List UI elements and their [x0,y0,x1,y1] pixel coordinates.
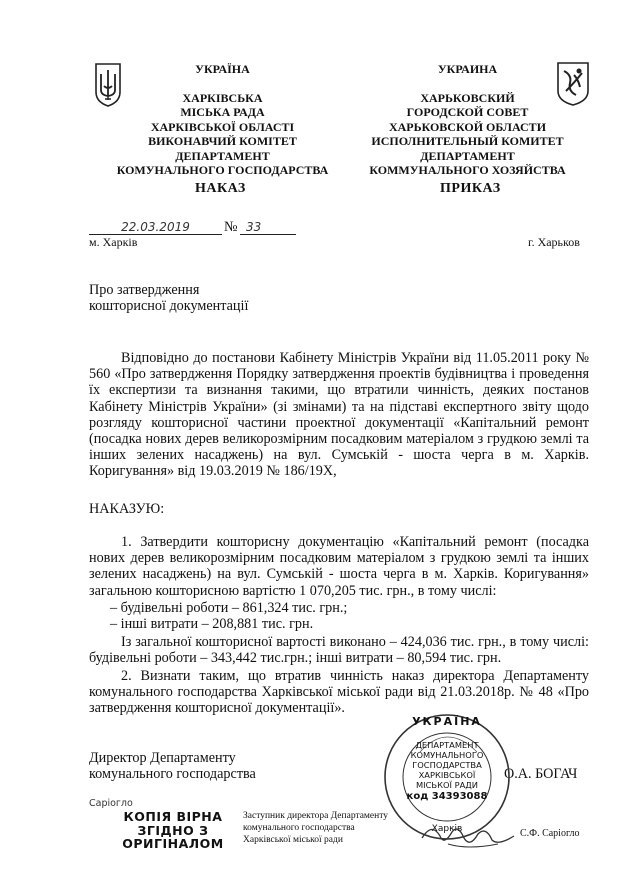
stamp-line: ХАРКІВСЬКОЇ [418,770,476,780]
header-line: ХАРКІВСЬКОЇ ОБЛАСТІ [150,119,295,134]
header-line: ХАРЬКОВСКИЙ [420,90,515,105]
preamble: Відповідно до постанови Кабінету Міністрів України від 11.05.2011 року № 560 «Про затвердження Порядку затвердження проектів будівництва і проведення їх експертизи та визнання такими, що втратили чинність, деяких постанов Кабінету Міністрів України» (зі змінами) та на підставі експертного звіту щодо розгляду кошторисної частини проектної документації «Капітальний ремонт (посадка нових дерев великорозмірним посадковим матеріалом з грудкою землі та інших зелених насаджень) на вул. Сумській - шоста черга в м. Харків. Коригування» від 19.03.2019 № 186/19Х, [89,350,589,480]
header-line: ДЕПАРТАМЕНТ [420,148,515,163]
header-line: ВИКОНАВЧИЙ КОМІТЕТ [148,134,297,148]
order-number-label: № [224,219,238,235]
signatory-position [89,750,256,782]
header-line: МІСЬКА РАДА [180,105,265,119]
item-1-bullets [110,600,347,632]
stamp-top-text: УКРАЇНА [412,715,482,728]
copy-stamp-line: ЗГІДНО З [137,822,209,838]
copy-stamp-signer: Саріогло [89,798,133,809]
country-name-ru: УКРАИНА [437,62,498,76]
item-1-executed: Із загальної кошторисної вартості виконано – 424,036 тис. грн., в тому числі: будівельні роботи – 343,442 тис.грн.; інші витрати – 80,594 тис. грн. [89,634,589,667]
order-subject [89,282,248,314]
order-title-ru: ПРИКАЗ [440,181,501,196]
certification-block [243,810,388,846]
subject-line: кошторисної документації [89,298,249,315]
certifier-name: С.Ф. Саріогло [520,828,580,839]
certification-line: комунального господарства [243,823,355,833]
stamp-code: код 34393088 [406,791,488,802]
position-line: комунального господарства [89,766,256,783]
signatory-name: О.А. БОГАЧ [504,766,578,782]
header-right [345,62,590,178]
stamp-bottom-text: Харків [431,824,463,834]
order-date: 22.03.2019 [89,220,222,235]
handwritten-signature [418,818,518,854]
stamp-line: ГОСПОДАРСТВА [412,760,482,770]
order-item-1: 1. Затвердити кошторисну документацію «Капітальний ремонт (посадка нових дерев великорозмірним посадковим матеріалом з грудкою землі та інших зелених насаджень) на вул. Сумській - шоста черга в м. Харків. Коригування» загальною кошторисною вартістю 1 070,205 тис. грн., в тому числі: [89,534,589,599]
header-line: КОММУНАЛЬНОГО ХОЗЯЙСТВА [369,163,566,177]
header-line: КОМУНАЛЬНОГО ГОСПОДАРСТВА [116,163,329,177]
city-ru: г. Харьков [528,235,580,249]
header-line: ХАРЬКОВСКОЙ ОБЛАСТИ [388,119,547,134]
certification-line: Заступник директора Департаменту [243,811,389,821]
bullet-item: – будівельні роботи – 861,324 тис. грн.; [110,600,348,616]
bullet-item: – інші витрати – 208,881 тис. грн. [110,616,314,633]
order-word: НАКАЗУЮ: [89,501,165,517]
header-line: ГОРОДСКОЙ СОВЕТ [406,105,529,119]
order-title-ua: НАКАЗ [195,181,246,196]
copy-stamp-line: КОПІЯ ВІРНА [123,809,223,824]
header-line: ДЕПАРТАМЕНТ [175,148,270,163]
stamp-center-text [397,740,497,802]
certification-line: Харківської міської ради [243,835,343,845]
order-number: 33 [240,220,296,235]
stamp-line: ДЕПАРТАМЕНТ [415,740,479,750]
stamp-line: КОМУНАЛЬНОГО [410,750,484,760]
subject-line: Про затвердження [89,282,200,298]
header-line: ИСПОЛНИТЕЛЬНЫЙ КОМИТЕТ [371,134,564,148]
order-item-2: 2. Визнати таким, що втратив чинність наказ директора Департаменту комунального господарства Харківської міської ради від 21.03.2018р. № 48 «Про затвердження кошторисної документації». [89,668,589,717]
city-ua: м. Харків [89,235,138,249]
header-line: ХАРКІВСЬКА [182,90,263,105]
country-name-ua: УКРАЇНА [195,62,250,76]
header-left [100,62,345,178]
copy-certified-stamp [118,810,228,851]
copy-stamp-line: ОРИГІНАЛОМ [122,836,224,851]
stamp-line: МІСЬКОЇ РАДИ [416,780,478,790]
position-line: Директор Департаменту [89,750,236,766]
